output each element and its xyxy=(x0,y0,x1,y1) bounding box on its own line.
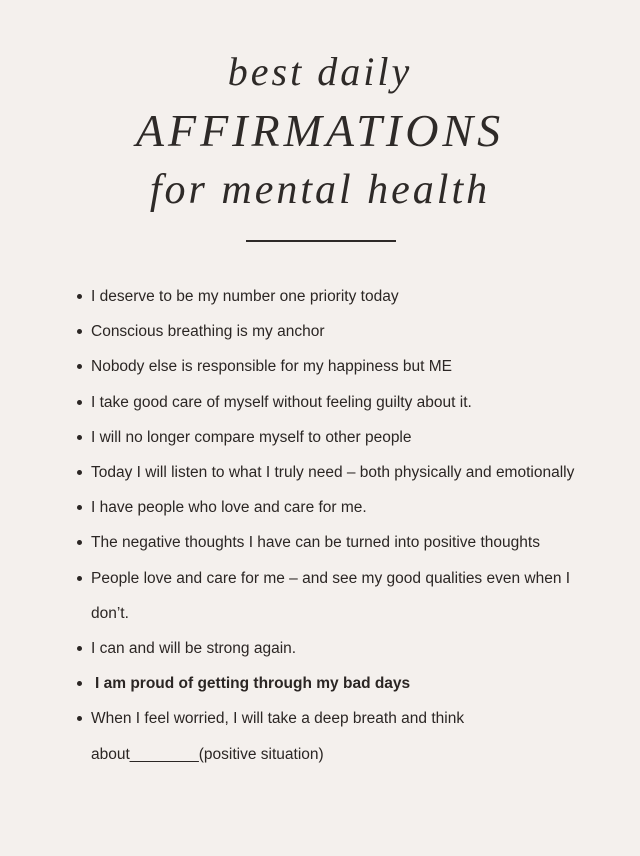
list-item xyxy=(0,385,640,420)
bullet-icon xyxy=(77,435,82,440)
affirmation-text: I deserve to be my number one priority today xyxy=(91,288,399,305)
bullet-icon xyxy=(77,681,82,686)
list-item xyxy=(0,525,640,560)
title-line-mental-health: for mental health xyxy=(149,167,491,213)
list-item-highlighted xyxy=(0,666,640,701)
bullet-icon xyxy=(77,400,82,405)
bullet-icon xyxy=(77,576,82,581)
affirmation-text: I will no longer compare myself to other people xyxy=(91,428,412,446)
bullet-icon xyxy=(77,294,82,299)
list-item xyxy=(0,455,640,490)
affirmation-text: I take good care of myself without feeling guilty about it. xyxy=(91,393,472,411)
bullet-icon xyxy=(77,470,82,475)
bullet-icon xyxy=(77,505,82,510)
affirmation-text: The negative thoughts I have can be turned into positive thoughts xyxy=(91,534,540,552)
affirmation-text: I can and will be strong again. xyxy=(91,640,297,658)
bullet-icon xyxy=(77,540,82,545)
bullet-icon xyxy=(77,329,82,334)
bullet-icon xyxy=(77,364,82,369)
list-item xyxy=(0,349,640,384)
affirmation-text: Conscious breathing is my anchor xyxy=(91,323,325,341)
affirmation-text: Nobody else is responsible for my happiness but ME xyxy=(91,358,452,376)
title-divider xyxy=(246,240,396,242)
affirmation-text: When I feel worried, I will take a deep breath and think about________(positive situation) xyxy=(91,710,465,763)
title-line-affirmations: AFFIRMATIONS xyxy=(135,105,505,156)
list-item xyxy=(0,490,640,525)
list-item xyxy=(0,631,640,666)
affirmation-text: Today I will listen to what I truly need – both physically and emotionally xyxy=(91,464,575,482)
affirmation-text: I am proud of getting through my bad days xyxy=(95,675,411,693)
list-item xyxy=(0,420,640,455)
list-item xyxy=(0,279,640,314)
bullet-icon xyxy=(77,716,82,721)
affirmation-text: People love and care for me – and see my good qualities even when I don’t. xyxy=(91,569,571,622)
affirmation-text: I have people who love and care for me. xyxy=(91,499,367,517)
list-item xyxy=(0,561,640,631)
list-item xyxy=(0,701,640,771)
title-line-best-daily: best daily xyxy=(227,49,413,94)
list-item xyxy=(0,314,640,349)
bullet-icon xyxy=(77,646,82,651)
affirmation-list xyxy=(0,279,640,772)
